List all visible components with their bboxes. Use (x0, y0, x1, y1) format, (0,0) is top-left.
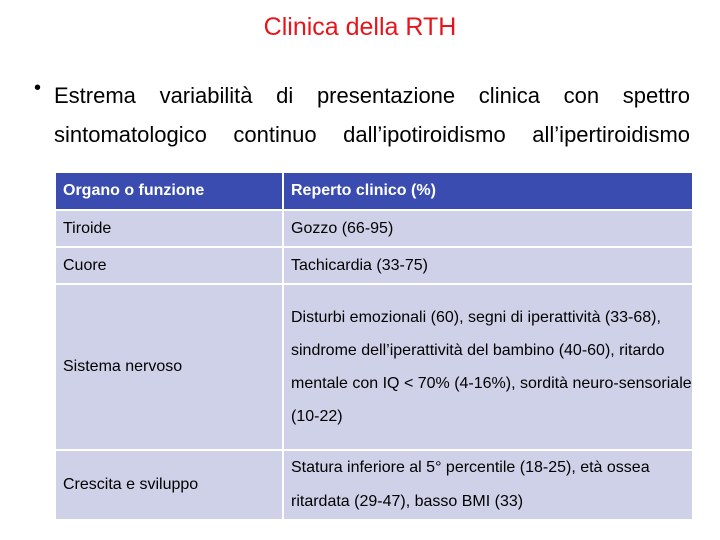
table-header-row (56, 173, 692, 209)
header-organ: Organo o funzione (56, 173, 282, 209)
table-row (56, 248, 692, 283)
cell-organ: Cuore (56, 248, 282, 283)
table-row (56, 285, 692, 449)
bullet-text-line-1: Estrema variabilità di presentazione clinica con spettro (54, 83, 690, 108)
cell-organ: Sistema nervoso (56, 285, 282, 449)
bullet-text-line-2: sintomatologico continuo dall’ipotiroidismo all’ipertiroidismo (54, 122, 690, 147)
bullet-text (54, 76, 690, 154)
bullet-marker: • (34, 77, 42, 99)
clinical-findings-table (54, 171, 694, 521)
cell-organ: Tiroide (56, 211, 282, 246)
table-row (56, 451, 692, 519)
table-row (56, 211, 692, 246)
cell-finding: Disturbi emozionali (60), segni di iperattività (33-68), sindrome dell’iperattività del bambino (40-60), ritardo mentale con IQ < 70% (4-16%), sordità neuro-sensoriale (10-22) (284, 285, 692, 449)
cell-finding: Gozzo (66-95) (284, 211, 692, 246)
cell-finding: Tachicardia (33-75) (284, 248, 692, 283)
header-finding: Reperto clinico (%) (284, 173, 692, 209)
cell-organ: Crescita e sviluppo (56, 451, 282, 519)
cell-finding: Statura inferiore al 5° percentile (18-25), età ossea ritardata (29-47), basso BMI (33) (284, 451, 692, 519)
slide-title: Clinica della RTH (263, 13, 457, 41)
